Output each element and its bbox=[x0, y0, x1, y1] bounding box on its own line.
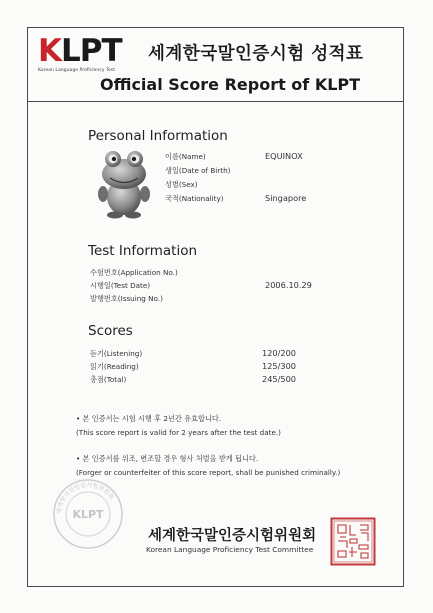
field-name-value: EQUINOX bbox=[265, 151, 303, 161]
frog-figurine-photo-icon bbox=[95, 147, 153, 219]
field-nationality-label: 국적(Nationality) bbox=[165, 194, 224, 203]
score-reading-label: 읽기(Reading) bbox=[90, 362, 139, 371]
score-reading-value: 125/300 bbox=[262, 361, 297, 371]
klpt-logo bbox=[38, 33, 130, 73]
field-test-date-value: 2006.10.29 bbox=[265, 280, 312, 290]
logo-letters-lpt: LPT bbox=[61, 33, 122, 69]
committee-name-english: Korean Language Proficiency Test Committee bbox=[146, 545, 314, 554]
committee-name-korean: 세계한국말인증시험위원회 bbox=[148, 528, 317, 544]
validity-note-en: (This score report is valid for 2 years after the test date.) bbox=[76, 428, 281, 437]
score-total-label: 총점(Total) bbox=[90, 375, 127, 384]
score-total-value: 245/500 bbox=[262, 374, 297, 384]
validity-note-ko: • 본 인증서는 시험 시행 후 2년간 유효합니다. bbox=[76, 414, 222, 423]
field-application-label: 수험번호(Application No.) bbox=[90, 268, 178, 277]
forgery-note-en: (Forger or counterfeiter of this score report, shall be punished criminally.) bbox=[76, 468, 341, 477]
field-test-date-label: 시행일(Test Date) bbox=[90, 281, 151, 290]
logo-letter-k: K bbox=[38, 33, 62, 69]
personal-info-heading: Personal Information bbox=[88, 128, 228, 144]
scores-heading: Scores bbox=[88, 323, 133, 339]
seal-center-text: KLPT bbox=[72, 508, 104, 521]
field-sex-label: 성별(Sex) bbox=[165, 180, 198, 189]
title-english: Official Score Report of KLPT bbox=[100, 75, 361, 94]
title-korean: 세계한국말인증시험 성적표 bbox=[148, 44, 364, 64]
test-info-heading: Test Information bbox=[88, 243, 198, 259]
header-divider bbox=[27, 101, 404, 102]
score-listening-label: 듣기(Listening) bbox=[90, 349, 143, 358]
seal-ring-text: 세계한국말인증시험위원회 bbox=[55, 481, 115, 515]
field-issuing-label: 발행번호(Issuing No.) bbox=[90, 294, 163, 303]
forgery-note-ko: • 본 인증서를 위조, 변조할 경우 형사 처벌을 받게 됩니다. bbox=[76, 454, 259, 463]
red-official-seal-icon bbox=[330, 517, 376, 566]
embossed-seal-icon bbox=[52, 478, 124, 550]
field-dob-label: 생일(Date of Birth) bbox=[165, 166, 231, 175]
field-name-label: 이름(Name) bbox=[165, 152, 206, 161]
logo-subtitle: Korean Language Proficiency Test bbox=[38, 68, 115, 73]
score-listening-value: 120/200 bbox=[262, 348, 297, 358]
field-nationality-value: Singapore bbox=[265, 193, 307, 203]
